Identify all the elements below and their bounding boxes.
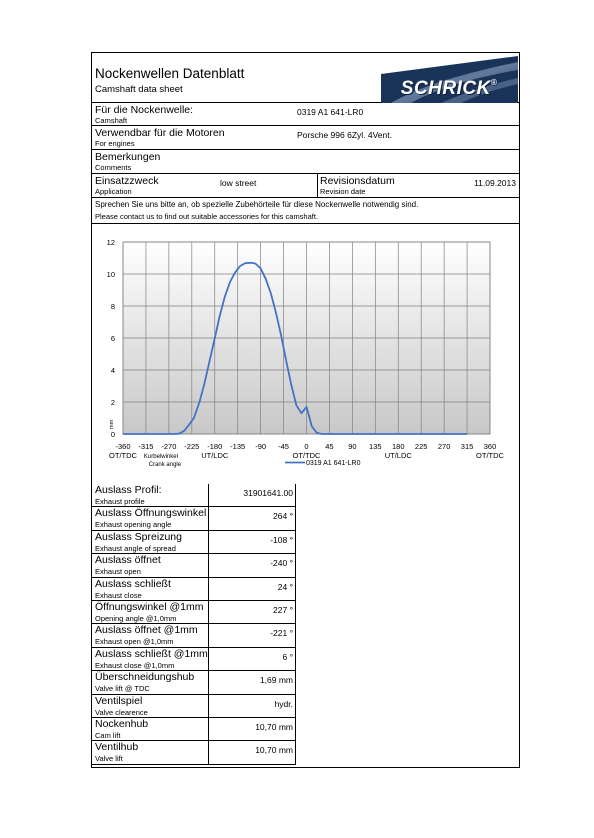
spec-row	[92, 601, 296, 624]
x-tick-label: 180	[391, 442, 405, 451]
spec-divider	[208, 718, 209, 740]
engines-label-en: For engines	[95, 139, 135, 148]
x-axis-label: Kurbelwinkel	[143, 454, 178, 460]
spec-label: Auslass öffnet @1mm	[95, 624, 198, 637]
camshaft-label: Für die Nockenwelle:	[95, 104, 194, 116]
x-sublabel: OT/TDC	[109, 451, 137, 460]
spec-row	[92, 648, 296, 671]
spec-value: -240 °	[270, 558, 293, 569]
spec-value: 10,70 mm	[255, 745, 293, 756]
x-tick-label: 135	[369, 442, 382, 451]
spec-label-en: Exhaust close	[95, 590, 142, 600]
spec-label: Auslass schließt	[95, 577, 171, 590]
engines-value: Porsche 996 6Zyl. 4Vent.	[297, 130, 392, 140]
x-sublabel: UT/LDC	[384, 451, 412, 460]
spec-label-en: Exhaust angle of spread	[95, 543, 176, 553]
spec-divider	[208, 578, 209, 600]
x-tick-label: 270	[437, 442, 451, 451]
datasheet	[91, 52, 520, 768]
spec-value: -221 °	[270, 628, 293, 639]
spec-row	[92, 671, 296, 694]
x-sublabel: OT/TDC	[476, 451, 504, 460]
spec-row	[92, 718, 296, 741]
engines-row	[92, 126, 519, 150]
spec-label: Auslass schließt @1mm	[95, 647, 208, 660]
schrick-logo	[381, 56, 518, 103]
spec-label: Auslass öffnet	[95, 554, 161, 567]
spec-label-en: Exhaust profile	[95, 497, 145, 506]
x-sublabel: OT/TDC	[292, 451, 321, 460]
logo-wordmark: SCHRICK®	[400, 78, 498, 99]
spec-value: hydr.	[274, 698, 293, 709]
y-tick-label: 4	[110, 366, 115, 375]
spec-row	[92, 624, 296, 647]
spec-label: Auslass Öffnungswinkel	[95, 507, 207, 520]
spec-label: Ventilspiel	[95, 694, 143, 707]
lift-chart-svg	[92, 227, 518, 482]
x-tick-label: 360	[483, 442, 497, 451]
spec-label-en: Valve lift @ TDC	[95, 684, 150, 694]
x-tick-label: -270	[161, 442, 177, 451]
spec-label-en: Cam lift	[95, 730, 121, 740]
spec-value: 227 °	[273, 604, 293, 615]
spec-row	[92, 484, 296, 507]
x-sublabel: UT/LDC	[201, 451, 229, 460]
x-tick-label: 90	[348, 442, 357, 451]
y-tick-label: 0	[110, 430, 115, 439]
y-tick-label: 2	[110, 398, 115, 407]
y-tick-label: 8	[110, 302, 115, 311]
x-tick-label: -45	[278, 442, 289, 451]
spec-divider	[208, 484, 209, 506]
spec-label-en: Valve lift	[95, 754, 123, 764]
camshaft-label-en: Camshaft	[95, 116, 128, 125]
spec-divider	[208, 554, 209, 576]
x-tick-label: -225	[184, 442, 200, 451]
spec-label-en: Exhaust opening angle	[95, 520, 172, 530]
y-tick-label: 6	[110, 334, 115, 343]
camshaft-value: 0319 A1 641-LR0	[297, 107, 364, 117]
contact-text-de: Sprechen Sie uns bitte an, ob spezielle Zubehörteile für diese Nockenwelle notwendig sind.	[95, 200, 419, 209]
x-tick-label: 315	[460, 442, 474, 451]
spec-value: 1,69 mm	[259, 675, 293, 686]
spec-label: Ventilhub	[95, 741, 139, 754]
x-tick-label: -135	[230, 442, 246, 451]
spec-label-en: Opening angle @1,0mm	[95, 613, 177, 623]
spec-row	[92, 531, 296, 554]
spec-label: Überschneidungshub	[95, 671, 195, 684]
y-tick-label: 12	[106, 238, 115, 247]
x-tick-label: 0	[304, 442, 309, 451]
spec-row	[92, 507, 296, 530]
spec-label-en: Exhaust open @1,0mm	[95, 637, 174, 647]
spec-row	[92, 578, 296, 601]
x-tick-label: -180	[207, 442, 223, 451]
comments-label-en: Comments	[95, 163, 132, 172]
application-row	[92, 174, 519, 198]
spec-divider	[208, 531, 209, 553]
spec-divider	[208, 648, 209, 670]
page-subtitle: Camshaft data sheet	[95, 84, 183, 95]
y-axis-label: mm	[109, 419, 115, 429]
spec-label-en: Exhaust open	[95, 567, 141, 577]
spec-label-en: Exhaust close @1,0mm	[95, 660, 175, 670]
legend-label: 0319 A1 641-LR0	[306, 460, 361, 467]
revision-label: Revisionsdatum	[320, 175, 395, 187]
y-tick-label: 10	[106, 270, 115, 279]
spec-row	[92, 695, 296, 718]
spec-value: 6 °	[282, 651, 293, 662]
spec-divider	[208, 601, 209, 623]
spec-value: 10,70 mm	[255, 721, 293, 732]
x-axis-label-en: Crank angle	[148, 462, 182, 468]
revision-label-en: Revision date	[320, 187, 366, 196]
spec-label: Nockenhub	[95, 717, 149, 730]
spec-value: 31901641.00	[243, 488, 293, 498]
spec-value: 264 °	[273, 511, 293, 522]
spec-divider	[208, 741, 209, 763]
header-row	[92, 53, 519, 103]
comments-label: Bemerkungen	[95, 151, 161, 163]
spec-divider	[208, 507, 209, 529]
lift-chart	[92, 227, 518, 482]
camshaft-row	[92, 103, 519, 126]
spec-label: Auslass Profil:	[95, 484, 162, 496]
contact-row	[92, 198, 519, 224]
spec-divider	[208, 695, 209, 717]
spec-label: Auslass Spreizung	[95, 530, 182, 543]
spec-label-en: Valve clearence	[95, 707, 148, 717]
spec-value: -108 °	[270, 534, 293, 545]
spec-table	[92, 484, 296, 765]
application-divider	[317, 174, 318, 197]
spec-row	[92, 741, 296, 764]
contact-text-en: Please contact us to find out suitable accessories for this camshaft.	[95, 212, 319, 221]
revision-value: 11.09.2013	[474, 178, 516, 188]
x-tick-label: 225	[414, 442, 428, 451]
spec-value: 24 °	[277, 581, 293, 592]
spec-row	[92, 554, 296, 577]
x-tick-label: -315	[138, 442, 154, 451]
x-tick-label: -90	[255, 442, 267, 451]
application-label: Einsatzzweck	[95, 175, 159, 187]
page-title: Nockenwellen Datenblatt	[95, 66, 245, 81]
x-tick-label: 45	[325, 442, 334, 451]
application-value: low street	[220, 178, 257, 188]
spec-label: Öffnungswinkel @1mm	[95, 600, 204, 613]
engines-label: Verwendbar für die Motoren	[95, 127, 225, 139]
x-tick-label: -360	[115, 442, 131, 451]
spec-divider	[208, 624, 209, 646]
comments-row	[92, 150, 519, 174]
spec-divider	[208, 671, 209, 693]
application-label-en: Application	[95, 187, 132, 196]
